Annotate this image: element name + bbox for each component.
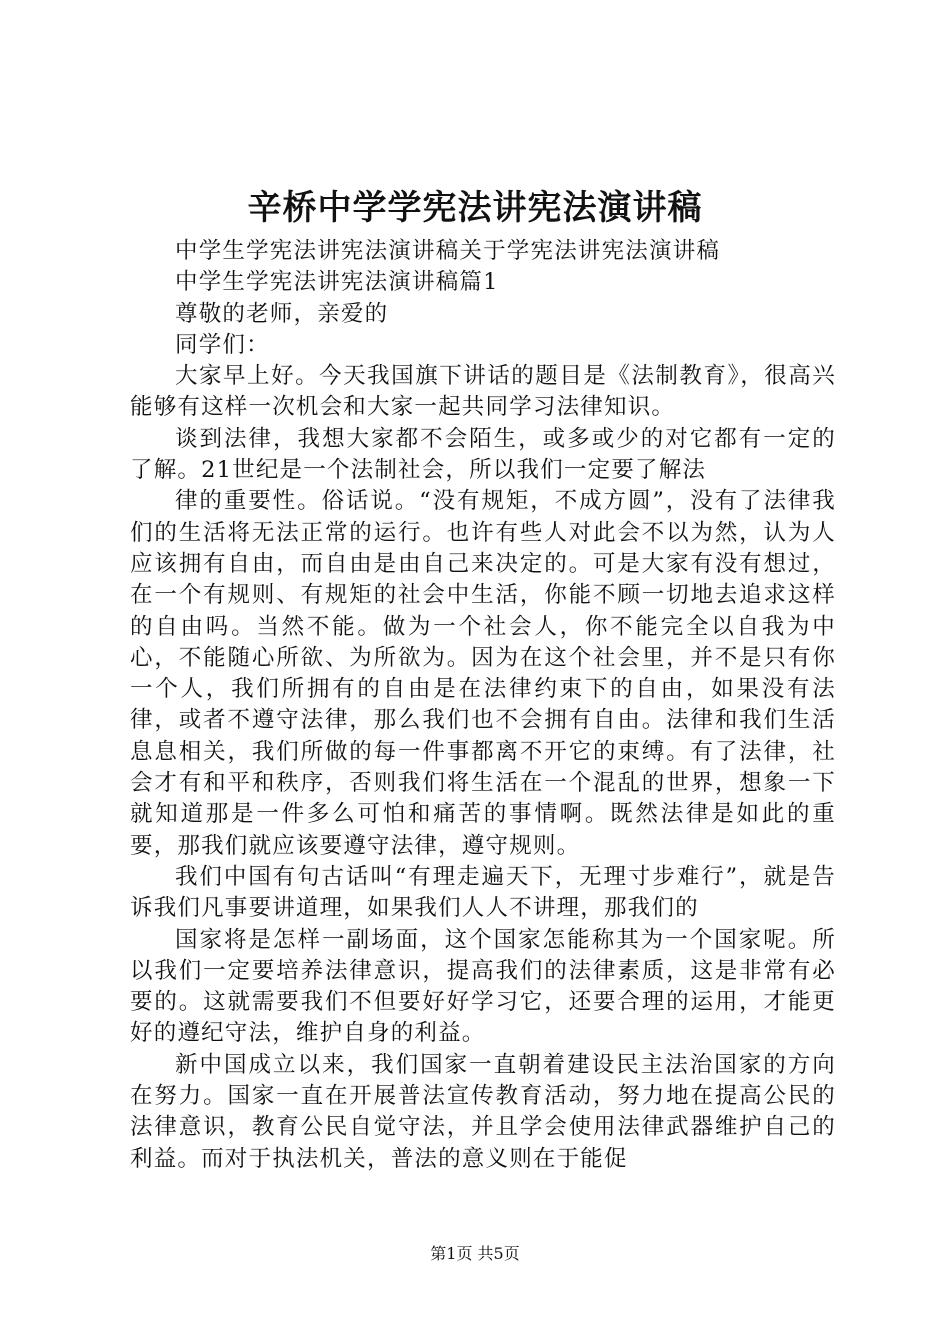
page-number-footer: 第1页 共5页 <box>430 1244 520 1263</box>
paragraph: 同学们： <box>175 331 270 358</box>
paragraph: 新中国成立以来，我们国家一直朝着建设民主法治国家的方向在努力。国家一直在开展普法宣传教育活动，努力地在提高公民的法律意识，教育公民自觉守法，并且学会使用法律武器维护自己的利益。而对于执法机关，普法的意义则在于能促 <box>130 1051 836 1172</box>
paragraph: 我们中国有句古话叫“有理走遍天下，无理寸步难行”，就是告诉我们凡事要讲道理，如果我们人人不讲理，那我们的 <box>130 863 836 922</box>
document-title: 辛桥中学学宪法讲宪法演讲稿 <box>247 188 703 228</box>
paragraph: 尊敬的老师，亲爱的 <box>175 300 389 327</box>
paragraph: 谈到法律，我想大家都不会陌生，或多或少的对它都有一定的了解。21世纪是一个法制社会，所以我们一定要了解法 <box>130 425 836 484</box>
paragraph: 大家早上好。今天我国旗下讲话的题目是《法制教育》，很高兴能够有这样一次机会和大家一起共同学习法律知识。 <box>130 363 836 421</box>
paragraph: 中学生学宪法讲宪法演讲稿篇1 <box>175 269 499 296</box>
paragraph: 中学生学宪法讲宪法演讲稿关于学宪法讲宪法演讲稿 <box>175 238 721 264</box>
document-body <box>130 236 836 1175</box>
paragraph: 国家将是怎样一副场面，这个国家怎能称其为一个国家呢。所以我们一定要培养法律意识，提高我们的法律素质，这是非常有必要的。这就需要我们不但要好好学习它，还要合理的运用，才能更好的遵纪守法，维护自身的利益。 <box>130 926 836 1047</box>
paragraph: 律的重要性。俗话说。“没有规矩，不成方圆”，没有了法律我们的生活将无法正常的运行。也许有些人对此会不以为然，认为人应该拥有自由，而自由是由自己来决定的。可是大家有没有想过，在一个有规则、有规矩的社会中生活，你能不顾一切地去追求这样的自由吗。当然不能。做为一个社会人，你不能完全以自我为中心，不能随心所欲、为所欲为。因为在这个社会里，并不是只有你一个人，我们所拥有的自由是在法律约束下的自由，如果没有法律，或者不遵守法律，那么我们也不会拥有自由。法律和我们生活息息相关，我们所做的每一件事都离不开它的束缚。有了法律，社会才有和平和秩序，否则我们将生活在一个混乱的世界，想象一下就知道那是一件多么可怕和痛苦的事情啊。既然法律是如此的重要，那我们就应该要遵守法律，遵守规则。 <box>130 488 836 859</box>
